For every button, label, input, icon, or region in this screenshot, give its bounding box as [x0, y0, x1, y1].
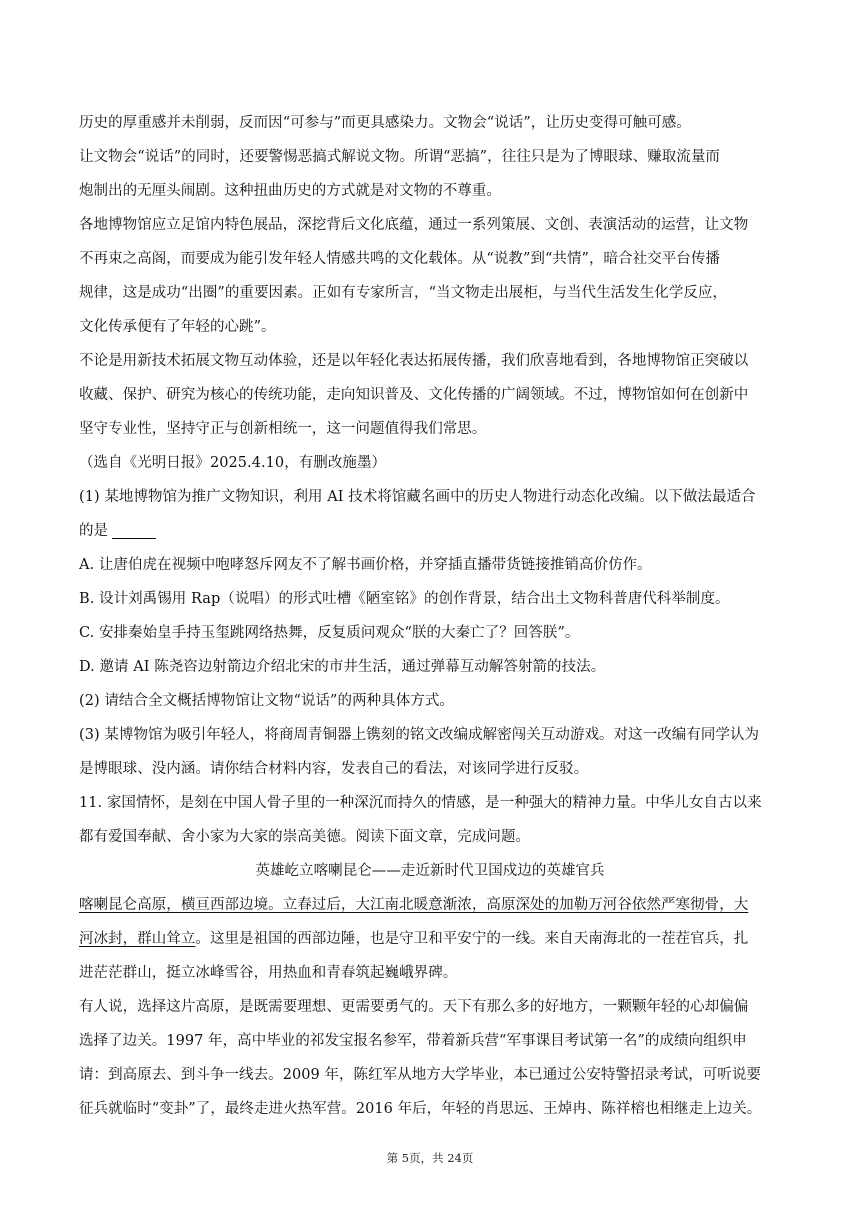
paragraph-line: 各地博物馆应立足馆内特色展品，深挖背后文化底蕴，通过一系列策展、文创、表演活动的运营，让文物 [79, 217, 749, 233]
paragraph-line: 请：到高原去、到斗争一线去。2009 年，陈红军从地方大学毕业，本已通过公安特警招录考试，可听说要 [79, 1067, 761, 1083]
question-2: (2) 请结合全文概括博物馆让文物“说话”的两种具体方式。 [79, 693, 454, 709]
paragraph-line: 选择了边关。1997 年，高中毕业的祁发宝报名参军，带着新兵营“军事课目考试第一名”的成绩向组织申 [79, 1033, 747, 1049]
paragraph-line: 进茫茫群山，挺立冰峰雪谷，用热血和青春筑起巍峨界碑。 [79, 965, 458, 981]
paragraph-line: 让文物会“说话”的同时，还要警惕恶搞式解说文物。所谓“恶搞”，往往只是为了博眼球、赚取流量而 [79, 149, 720, 165]
paragraph-line: 历史的厚重感并未削弱，反而因“可参与”而更具感染力。文物会“说话”，让历史变得可触可感。 [79, 115, 691, 131]
option-a: A. 让唐伯虎在视频中咆哮怒斥网友不了解书画价格，并穿插直播带货链接推销高价仿作。 [79, 557, 652, 573]
paragraph-line: 坚守专业性，坚持守正与创新相统一，这一问题值得我们常思。 [79, 421, 487, 437]
paragraph-text: 。这里是祖国的西部边陲，也是守卫和平安宁的一线。来自天南海北的一茬茬官兵，扎 [195, 931, 749, 947]
paragraph-line: 收藏、保护、研究为核心的传统功能，走向知识普及、文化传播的广阔领域。不过，博物馆如何在创新中 [79, 387, 749, 403]
source-citation: （选自《光明日报》2025.4.10，有删改施墨） [79, 455, 387, 471]
article-title: 英雄屹立喀喇昆仑——走近新时代卫国戍边的英雄官兵 [255, 863, 605, 879]
option-b: B. 设计刘禹锡用 Rap（说唱）的形式吐槽《陋室铭》的创作背景，结合出土文物科普唐代科举制度。 [79, 591, 730, 607]
option-c: C. 安排秦始皇手持玉玺跳网络热舞，反复质问观众“朕的大秦亡了？回答朕”。 [79, 625, 580, 641]
paragraph-line: 征兵就临时“变卦”了，最终走进火热军营。2016 年后，年轻的肖思远、王焯冉、陈祥榕也相继走上边关。 [79, 1101, 762, 1117]
paragraph-line: 炮制出的无厘头闹剧。这种扭曲历史的方式就是对文物的不尊重。 [79, 183, 501, 199]
question-1: (1) 某地博物馆为推广文物知识，利用 AI 技术将馆藏名画中的历史人物进行动态化改编。以下做法最适合 [79, 489, 756, 505]
document-body [79, 106, 781, 1126]
paragraph-line: 文化传承便有了年轻的心跳”。 [79, 319, 276, 335]
answer-blank [112, 524, 156, 539]
option-d: D. 邀请 AI 陈尧咨边射箭边介绍北宋的市井生活，通过弹幕互动解答射箭的技法。 [79, 659, 606, 675]
question-11-continued: 都有爱国奉献、舍小家为大家的崇高美德。阅读下面文章，完成问题。 [79, 829, 531, 845]
paragraph-line: 规律，这是成功“出圈”的重要因素。正如有专家所言，“当文物走出展柜，与当代生活发生化学反应， [79, 285, 728, 301]
question-3-continued: 是博眼球、没内涵。请你结合材料内容，发表自己的看法，对该同学进行反驳。 [79, 761, 589, 777]
question-3: (3) 某博物馆为吸引年轻人，将商周青铜器上镌刻的铭文改编成解密闯关互动游戏。对这一改编有同学认为 [79, 727, 760, 743]
paragraph-line [79, 922, 781, 956]
paragraph-line: 不论是用新技术拓展文物互动体验，还是以年轻化表达拓展传播，我们欣喜地看到，各地博物馆正突破以 [79, 353, 749, 369]
paragraph-line: 不再束之高阁，而要成为能引发年轻人情感共鸣的文化载体。从“说教”到“共情”，暗合社交平台传播 [79, 251, 720, 267]
underlined-passage: 喀喇昆仑高原，横亘西部边境。立春过后，大江南北暖意渐浓，高原深处的加勒万河谷依然严寒彻骨，大 [79, 897, 749, 913]
question-1-tail: 的是 [79, 523, 109, 539]
page-number: 第 5页，共 24页 [386, 1151, 474, 1165]
question-1-continued [79, 514, 781, 548]
underlined-passage-end: 河冰封，群山耸立 [79, 931, 196, 947]
paragraph-line: 有人说，选择这片高原，是既需要理想、更需要勇气的。天下有那么多的好地方，一颗颗年轻的心却偏偏 [79, 999, 749, 1015]
question-11: 11. 家国情怀，是刻在中国人骨子里的一种深沉而持久的情感，是一种强大的精神力量。中华儿女自古以来 [79, 795, 762, 811]
